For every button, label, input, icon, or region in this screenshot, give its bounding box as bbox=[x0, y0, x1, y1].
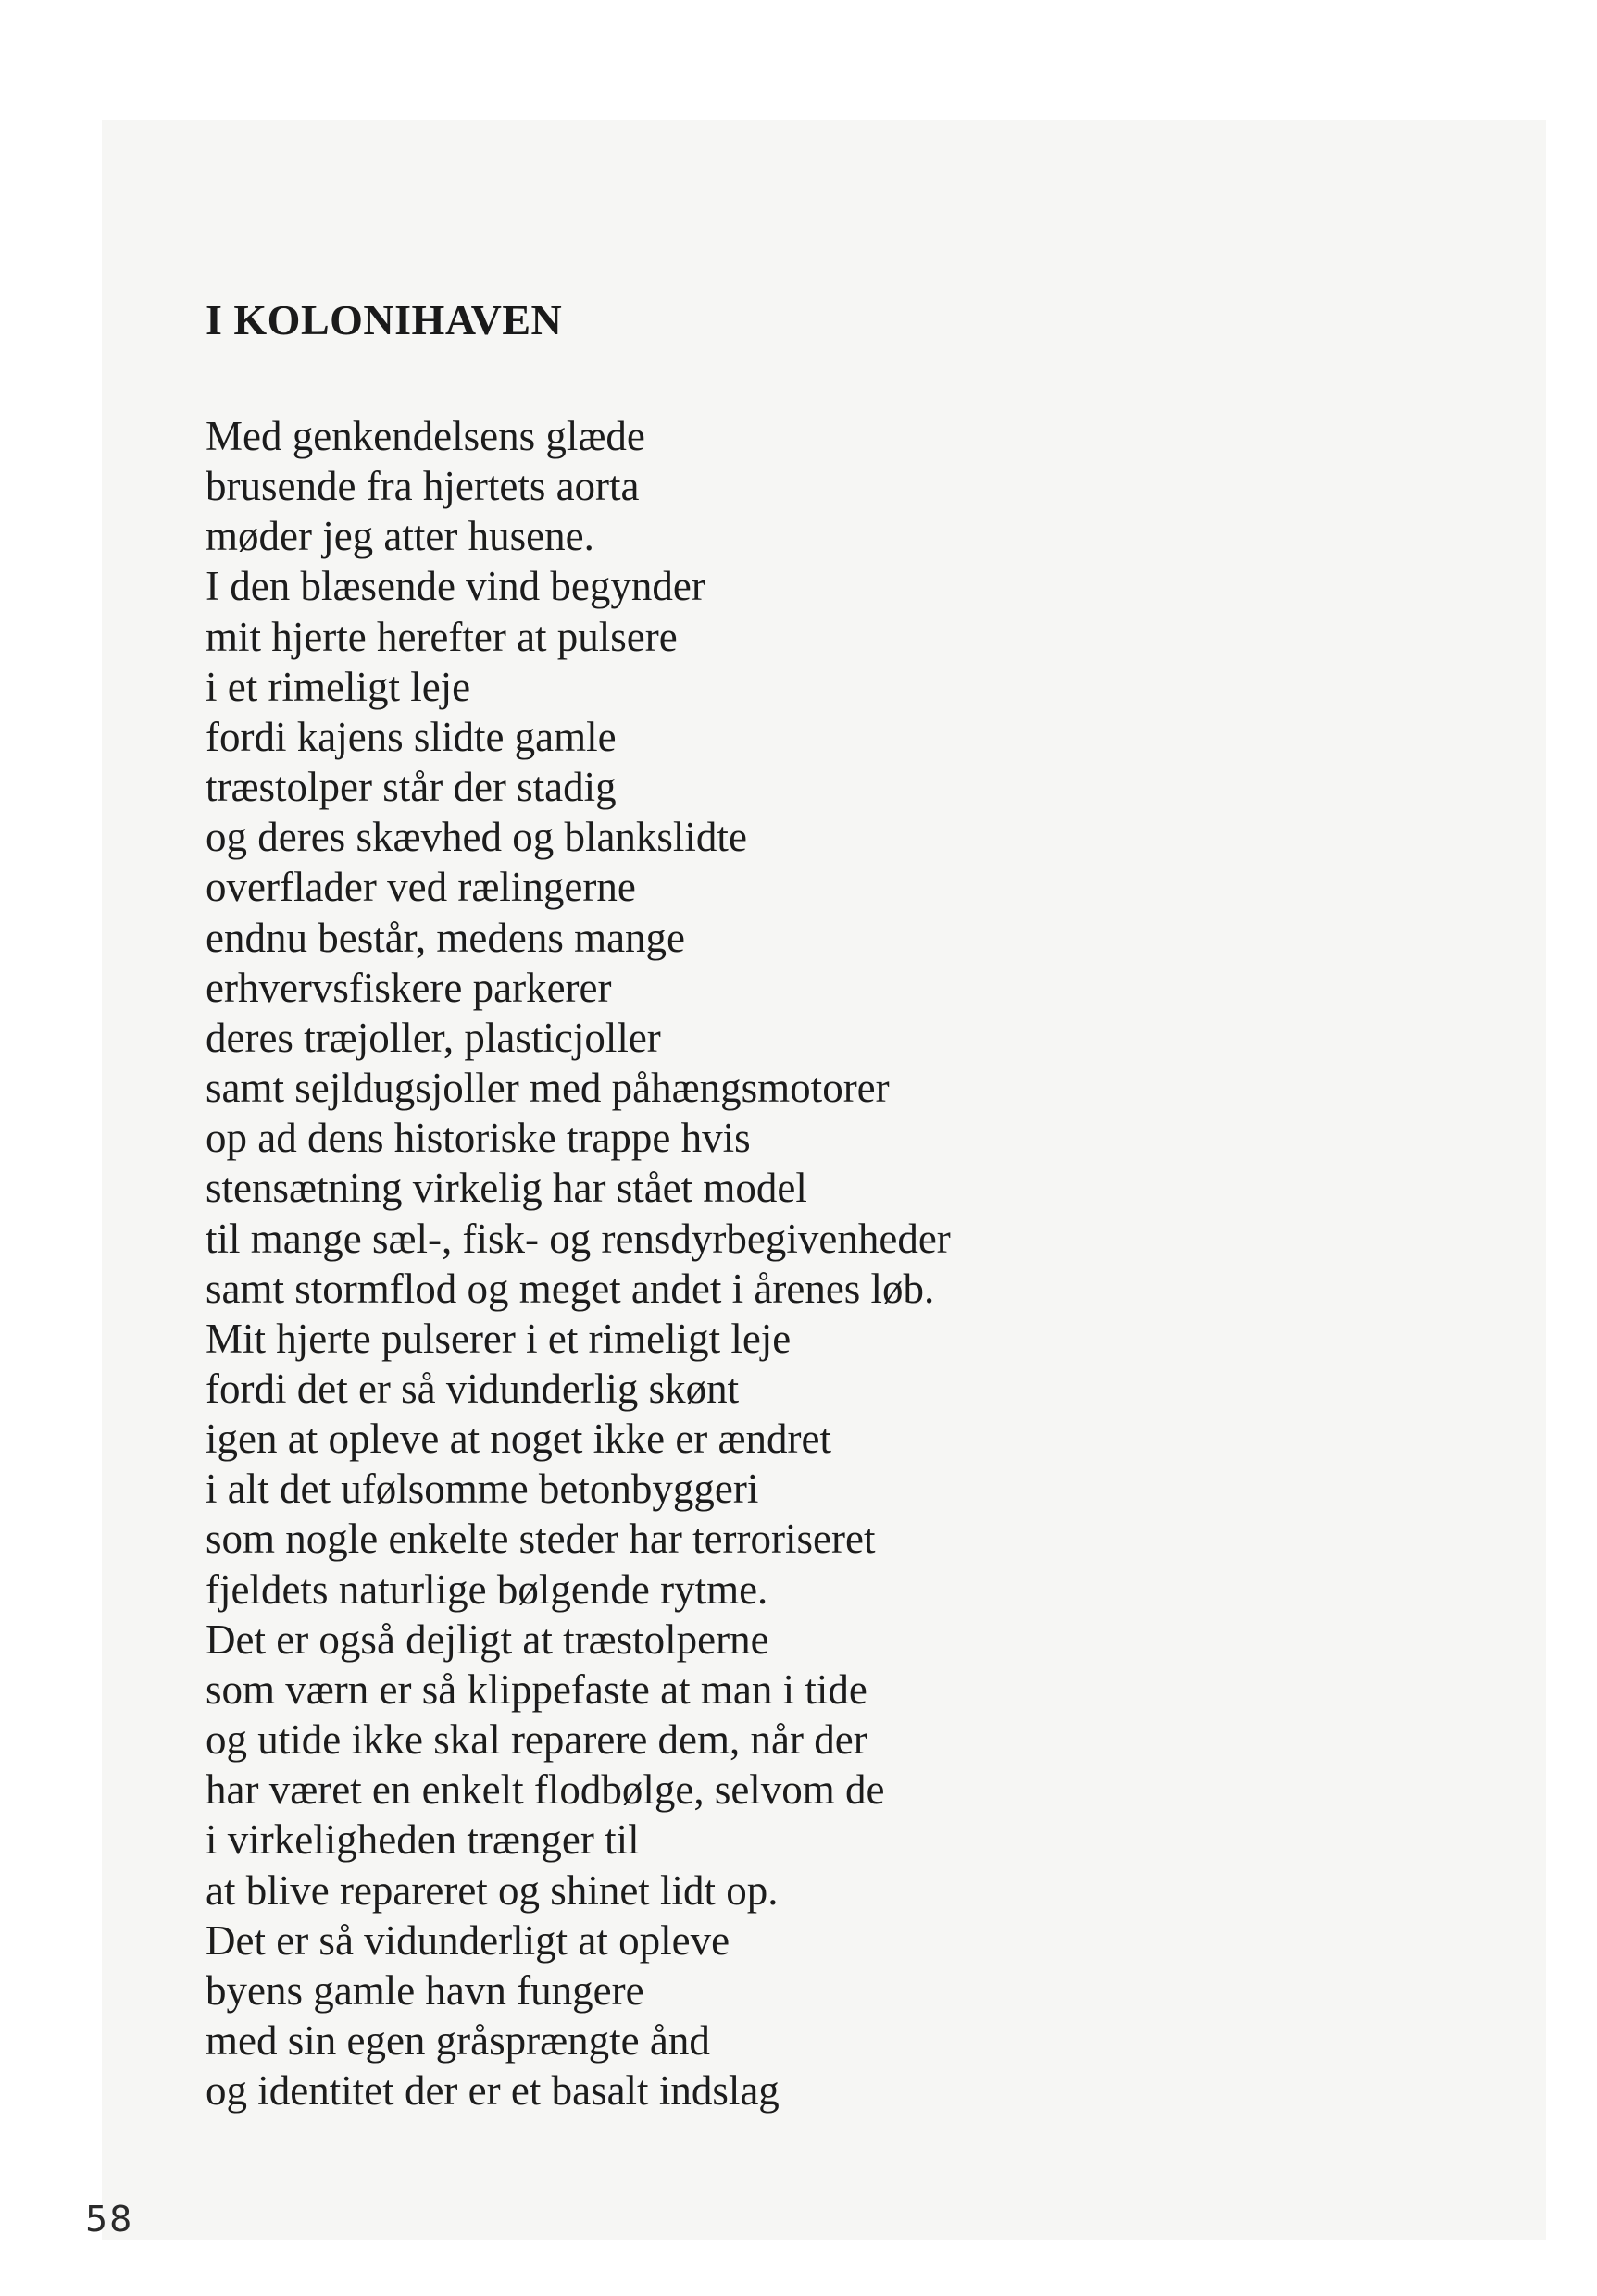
poem-line: med sin egen gråsprængte ånd bbox=[206, 2017, 710, 2064]
poem-line: Det er så vidunderligt at opleve bbox=[206, 1916, 730, 1964]
page-number: 58 bbox=[85, 2199, 134, 2240]
poem-line: i alt det ufølsomme betonbyggeri bbox=[206, 1466, 759, 1513]
poem-line: deres træjoller, plasticjoller bbox=[206, 1014, 661, 1061]
poem-line: i virkeligheden trænger til bbox=[206, 1816, 640, 1864]
poem-lines bbox=[206, 411, 1428, 2115]
poem-line: Mit hjerte pulserer i et rimeligt leje bbox=[206, 1315, 792, 1362]
poem-line: at blive repareret og shinet lidt op. bbox=[206, 1866, 779, 1914]
poem-line: byens gamle havn fungere bbox=[206, 1966, 644, 2014]
poem-line: Med genkendelsens glæde bbox=[206, 413, 645, 459]
poem-line: til mange sæl-, fisk- og rensdyrbegivenheder bbox=[206, 1215, 951, 1262]
poem-line: fordi kajens slidte gamle bbox=[206, 713, 617, 760]
poem-line: som nogle enkelte steder har terroriseret bbox=[206, 1516, 876, 1563]
poem-line: endnu består, medens mange bbox=[206, 914, 686, 961]
poem-line: har været en enkelt flodbølge, selvom de bbox=[206, 1766, 885, 1814]
poem-line: og deres skævhed og blankslidte bbox=[206, 814, 747, 861]
poem-line: erhvervsfiskere parkerer bbox=[206, 964, 612, 1011]
poem-line: samt sejldugsjoller med påhængsmotorer bbox=[206, 1065, 890, 1112]
poem-line: I den blæsende vind begynder bbox=[206, 563, 705, 610]
poem-line: og identitet der er et basalt indslag bbox=[206, 2067, 780, 2115]
poem-line: samt stormflod og meget andet i årenes løb. bbox=[206, 1265, 935, 1312]
poem-title: I KOLONIHAVEN bbox=[206, 296, 563, 343]
poem-line: mit hjerte herefter at pulsere bbox=[206, 613, 678, 660]
poem-line: op ad dens historiske trappe hvis bbox=[206, 1115, 751, 1162]
poem-line: stensætning virkelig har stået model bbox=[206, 1165, 807, 1212]
poem-line: og utide ikke skal reparere dem, når der bbox=[206, 1716, 867, 1764]
poem-line: igen at opleve at noget ikke er ændret bbox=[206, 1416, 832, 1463]
poem-line: træstolper står der stadig bbox=[206, 764, 617, 811]
poem-line: i et rimeligt leje bbox=[206, 663, 471, 710]
poem-line: møder jeg atter husene. bbox=[206, 513, 594, 560]
poem-line: overflader ved rælingerne bbox=[206, 864, 636, 911]
poem-line: fjeldets naturlige bølgende rytme. bbox=[206, 1566, 768, 1613]
poem bbox=[206, 294, 1428, 2115]
poem-line: Det er også dejligt at træstolperne bbox=[206, 1616, 769, 1663]
poem-line: fordi det er så vidunderlig skønt bbox=[206, 1365, 740, 1412]
poem-line: brusende fra hjertets aorta bbox=[206, 463, 640, 510]
poem-line: som værn er så klippefaste at man i tide bbox=[206, 1666, 867, 1713]
